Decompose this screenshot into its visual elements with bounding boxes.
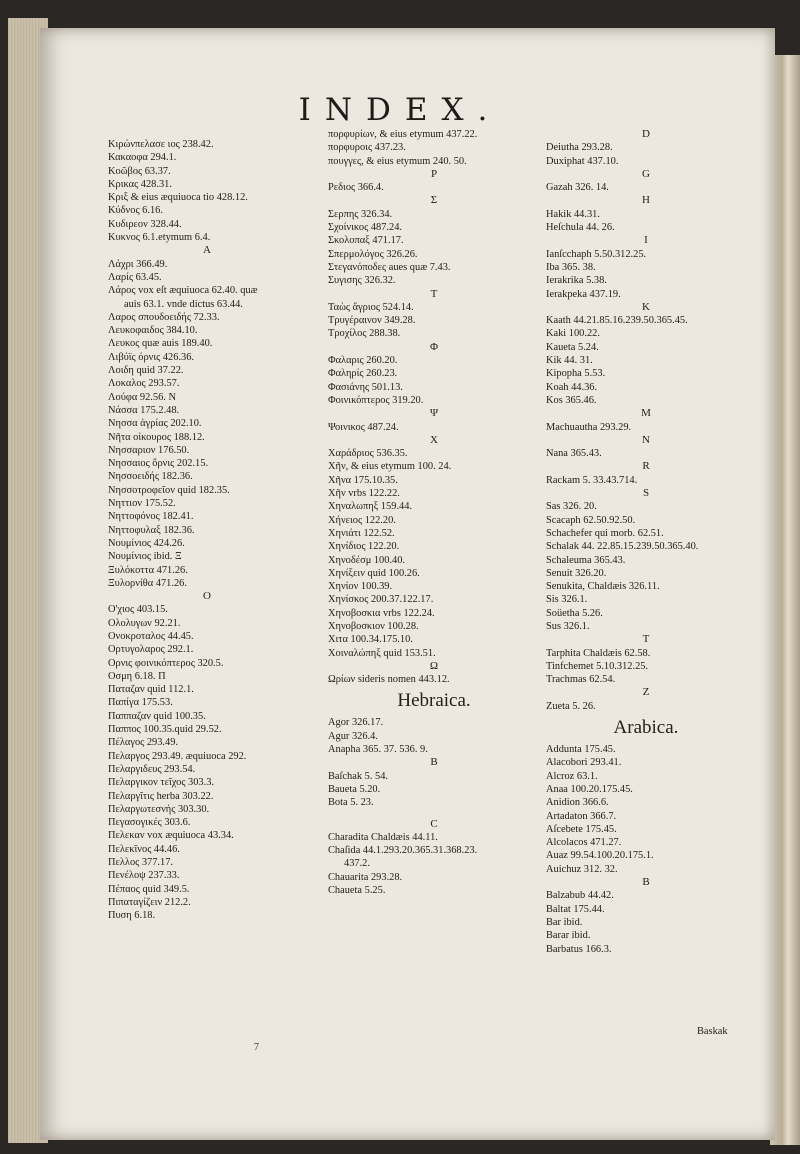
index-entry: Ianſcchaph 5.50.312.25. bbox=[546, 248, 647, 260]
index-entry: Kos 365.46. bbox=[546, 394, 597, 406]
index-entry: Φοινικόπτερος 319.20. bbox=[328, 394, 424, 406]
section-letter: B bbox=[642, 876, 650, 889]
index-entry: Συγισης 326.32. bbox=[328, 275, 396, 287]
index-entry: Παππος 100.35.quid 29.52. bbox=[108, 724, 222, 736]
index-entry: Heſchula 44. 26. bbox=[546, 222, 615, 234]
index-entry: Νησσοτροφεῖον quid 182.35. bbox=[108, 484, 230, 496]
index-entry: Κυδιρεον 328.44. bbox=[108, 218, 182, 230]
index-entry: Ierakrika 5.38. bbox=[546, 275, 607, 287]
index-entry: Χηνίξειν quid 100.26. bbox=[328, 567, 420, 579]
index-entry: Ολολυγων 92.21. bbox=[108, 617, 181, 629]
index-entry: Ψοινικος 487.24. bbox=[328, 421, 399, 433]
index-entry: Scacaph 62.50.92.50. bbox=[546, 514, 636, 526]
index-entry: Χηνοδέσμ 100.40. bbox=[328, 554, 406, 566]
index-entry: Alcolacos 471.27. bbox=[546, 837, 622, 849]
index-entry: Bota 5. 23. bbox=[328, 797, 374, 809]
index-entry: Νάσσα 175.2.48. bbox=[108, 404, 180, 416]
index-entry: Hakik 44.31. bbox=[546, 208, 600, 220]
index-entry: Kaki 100.22. bbox=[546, 328, 600, 340]
index-entry: Τροχίλος 288.38. bbox=[328, 328, 401, 340]
index-entry: Gazah 326. 14. bbox=[546, 182, 609, 194]
index-entry: Νουμίνιος 424.26. bbox=[108, 537, 185, 549]
index-entry: Παταζαν quid 112.1. bbox=[108, 684, 194, 696]
index-entry: Kipopha 5.53. bbox=[546, 368, 606, 380]
index-entry: Κακαοφα 294.1. bbox=[108, 152, 177, 164]
index-entry: Tinfchemet 5.10.312.25. bbox=[546, 660, 649, 672]
index-entry: Λοιδη quid 37.22. bbox=[108, 365, 184, 377]
section-heading: Hebraica. bbox=[397, 690, 471, 712]
index-entry: Charadita Chaldæis 44.11. bbox=[328, 831, 438, 843]
index-entry: Χηνοβοσκια vrbs 122.24. bbox=[328, 607, 435, 619]
index-entry: Χηνίσκος 200.37.122.17. bbox=[328, 594, 434, 606]
index-entry: Alcroz 63.1. bbox=[546, 770, 598, 782]
index-entry: Chaueta 5.25. bbox=[328, 885, 386, 897]
index-entry: Χήνειος 122.20. bbox=[328, 514, 396, 526]
section-letter: I bbox=[644, 234, 648, 247]
section-letter: T bbox=[430, 287, 438, 300]
index-entry: Νησσαιος ὄρνις 202.15. bbox=[108, 458, 209, 470]
index-entry: Balzabub 44.42. bbox=[546, 890, 614, 902]
index-entry: Iba 365. 38. bbox=[546, 261, 596, 273]
index-entry: Zueta 5. 26. bbox=[546, 700, 596, 712]
section-letter: Σ bbox=[430, 194, 438, 207]
index-entry: Χηνοβοσκιον 100.28. bbox=[328, 620, 419, 632]
index-entry: Σπερμολόγος 326.26. bbox=[328, 248, 418, 260]
index-entry: Ierakpeka 437.19. bbox=[546, 288, 621, 300]
index-entry: Sas 326. 20. bbox=[546, 501, 597, 513]
index-entry: Χηνίον 100.39. bbox=[328, 581, 393, 593]
index-entry: Λαρος σπουδοειδής 72.33. bbox=[108, 311, 220, 323]
index-entry: Machuautha 293.29. bbox=[546, 421, 632, 433]
index-entry: Barbatus 166.3. bbox=[546, 943, 612, 955]
index-entry: Koah 44.36. bbox=[546, 381, 598, 393]
index-entry: Soüetha 5.26. bbox=[546, 607, 603, 619]
section-letter: X bbox=[430, 433, 438, 446]
section-letter: C bbox=[430, 817, 438, 830]
index-entry: Νῆτα οἰκουρος 188.12. bbox=[108, 431, 205, 443]
index-entry: Σκολοπαξ 471.17. bbox=[328, 235, 404, 247]
index-entry: Πελαργῖτις herba 303.22. bbox=[108, 790, 214, 802]
index-entry: Nana 365.43. bbox=[546, 448, 602, 460]
index-entry: Sus 326.1. bbox=[546, 620, 590, 632]
index-entry: Νησσοειδής 182.36. bbox=[108, 471, 193, 483]
index-entry: Σχοίνικος 487.24. bbox=[328, 222, 403, 234]
section-letter: N bbox=[642, 433, 650, 446]
index-entry: Schachefer qui morb. 62.51. bbox=[546, 527, 664, 539]
section-heading: Arabica. bbox=[613, 717, 679, 739]
index-entry: Auichuz 312. 32. bbox=[546, 863, 618, 875]
section-letter: B bbox=[430, 756, 438, 769]
index-entry: Λοκαλος 293.57. bbox=[108, 378, 180, 390]
index-entry: Chauarita 293.28. bbox=[328, 871, 403, 883]
index-entry: Σερπης 326.34. bbox=[328, 208, 393, 220]
index-entry: Baueta 5.20. bbox=[328, 783, 381, 795]
index-entry: Aſcebete 175.45. bbox=[546, 823, 617, 835]
page-mark: 7 bbox=[254, 1042, 259, 1053]
index-entry: Οσμη 6.18. Π bbox=[108, 670, 166, 682]
section-letter: A bbox=[203, 244, 211, 257]
index-entry: Trachmas 62.54. bbox=[546, 674, 616, 686]
index-entry: Λευκος quæ auis 189.40. bbox=[108, 338, 213, 350]
index-entry: Λιβύϊς όρνις 426.36. bbox=[108, 351, 195, 363]
index-entry: Κυκνος 6.1.etymum 6.4. bbox=[108, 232, 211, 244]
index-entry: πορφυροις 437.23. bbox=[328, 142, 406, 154]
index-entry: Πιπαταγίζειν 212.2. bbox=[108, 896, 191, 908]
index-entry: Baſchak 5. 54. bbox=[328, 770, 389, 782]
section-letter: R bbox=[642, 460, 650, 473]
index-entry: Agor 326.17. bbox=[328, 717, 384, 729]
section-letter: M bbox=[641, 407, 651, 420]
index-entry: πουγγες, & eius etymum 240. 50. bbox=[328, 155, 467, 167]
index-entry: Τρυγέραινον 349.28. bbox=[328, 315, 416, 327]
index-entry: Sis 326.1. bbox=[546, 594, 588, 606]
section-letter: T bbox=[642, 633, 650, 646]
index-entry: Κοῶβος 63.37. bbox=[108, 165, 171, 177]
index-entry: Πέλαγος 293.49. bbox=[108, 737, 179, 749]
section-letter: P bbox=[430, 167, 438, 180]
section-letter: Ω bbox=[429, 659, 439, 672]
index-entry: Χῆν vrbs 122.22. bbox=[328, 488, 400, 500]
index-entry: Χοιναλώπηξ quid 153.51. bbox=[328, 647, 436, 659]
index-column-hebrew-arabic bbox=[546, 128, 746, 956]
index-entry: Kik 44. 31. bbox=[546, 355, 593, 367]
index-entry: Χηναλωπηξ 159.44. bbox=[328, 501, 413, 513]
index-entry: πορφυρίων, & eius etymum 437.22. bbox=[328, 129, 478, 140]
index-entry: Anidion 366.6. bbox=[546, 797, 609, 809]
index-entry: Πελαργιδευς 293.54. bbox=[108, 763, 196, 775]
index-entry: Νησσα ἀγρίας 202.10. bbox=[108, 418, 202, 430]
index-entry: Kaueta 5.24. bbox=[546, 341, 599, 353]
index-entry: Φασιάνης 501.13. bbox=[328, 381, 403, 393]
index-column-greek bbox=[108, 138, 306, 923]
index-entry: Πελλος 377.17. bbox=[108, 857, 174, 869]
index-entry: Λάχρι 366.49. bbox=[108, 258, 168, 270]
index-entry: Λαρίς 63.45. bbox=[108, 271, 162, 283]
index-entry: Πελεκῖνος 44.46. bbox=[108, 843, 180, 855]
index-entry: Tarphita Chaldæis 62.58. bbox=[546, 647, 651, 659]
index-entry: Senukita, Chaldæis 326.11. bbox=[546, 581, 660, 593]
index-entry: Λάρος vox eſt æquiuoca 62.40. quæ bbox=[108, 285, 258, 297]
section-letter: Z bbox=[642, 686, 650, 699]
index-entry: Πελαργος 293.49. æquiuoca 292. bbox=[108, 750, 247, 762]
index-entry: Auaz 99.54.100.20.175.1. bbox=[546, 850, 654, 862]
index-entry: Addunta 175.45. bbox=[546, 744, 616, 756]
index-entry: Φαλαρις 260.20. bbox=[328, 355, 398, 367]
section-letter: Ψ bbox=[429, 407, 439, 420]
index-entry: Λούφα 92.56. N bbox=[108, 391, 176, 403]
index-entry: Στεγανόποδες aues quæ 7.43. bbox=[328, 261, 451, 273]
section-letter: D bbox=[642, 128, 650, 140]
index-entry: Νηττιον 175.52. bbox=[108, 498, 176, 510]
index-entry: Barar ibid. bbox=[546, 930, 591, 942]
catchword: Baskak bbox=[697, 1026, 728, 1037]
index-entry: Ωρίων sideris nomen 443.12. bbox=[328, 674, 450, 686]
section-letter: S bbox=[642, 487, 650, 500]
index-entry: Deiutha 293.28. bbox=[546, 142, 613, 154]
index-entry: Ταὼς ἄγριος 524.14. bbox=[328, 301, 414, 313]
section-letter: O bbox=[203, 590, 211, 603]
index-entry: Πενέλοψ 237.33. bbox=[108, 870, 180, 882]
index-entry: Πυση 6.18. bbox=[108, 910, 156, 922]
index-entry: Ονοκροταλος 44.45. bbox=[108, 630, 194, 642]
index-entry: Alacobori 293.41. bbox=[546, 757, 622, 769]
spacer bbox=[328, 810, 540, 818]
index-entry: Πελαργωτεσνής 303.30. bbox=[108, 803, 210, 815]
index-entry: Anapha 365. 37. 536. 9. bbox=[328, 744, 428, 756]
index-entry: Ορτυγολαρος 292.1. bbox=[108, 644, 194, 656]
index-entry: Κρικας 428.31. bbox=[108, 178, 172, 190]
index-entry: Χῆνα 175.10.35. bbox=[328, 474, 398, 486]
index-entry: Χῆν, & eius etymum 100. 24. bbox=[328, 461, 452, 473]
index-entry: Νουμίνιος ibid. Ξ bbox=[108, 551, 182, 563]
section-letter: K bbox=[642, 300, 650, 313]
index-column-greek-hebrew bbox=[328, 128, 540, 897]
index-entry: Κριξ & eius æquiuoca tio 428.12. bbox=[108, 192, 248, 204]
index-entry: Νηττοφυλαξ 182.36. bbox=[108, 524, 195, 536]
index-entry: Πελεκαν vox æquiuoca 43.34. bbox=[108, 830, 234, 842]
index-entry: Νησσαριον 176.50. bbox=[108, 444, 190, 456]
index-entry: Kaath 44.21.85.16.239.50.365.45. bbox=[546, 315, 688, 327]
index-entry: Rackam 5. 33.43.714. bbox=[546, 474, 638, 486]
index-entry: Artadaton 366.7. bbox=[546, 810, 617, 822]
index-entry: Bar ibid. bbox=[546, 916, 583, 928]
section-letter: Φ bbox=[429, 340, 439, 353]
index-entry: Ο'χιος 403.15. bbox=[108, 604, 168, 616]
index-entry: Schaleuma 365.43. bbox=[546, 554, 626, 566]
index-entry: Baltat 175.44. bbox=[546, 903, 605, 915]
index-entry: Κιρώνπελασε ιος 238.42. bbox=[108, 139, 214, 150]
index-entry: Πεγασογικές 303.6. bbox=[108, 817, 191, 829]
index-title: INDEX. bbox=[298, 92, 502, 128]
section-letter: G bbox=[642, 167, 650, 180]
index-entry: Agur 326.4. bbox=[328, 730, 378, 742]
index-entry: Νηττοφόνος 182.41. bbox=[108, 511, 194, 523]
index-entry: Λευκοφαιδος 384.10. bbox=[108, 325, 198, 337]
index-entry: Χηνίδιος 122.20. bbox=[328, 541, 400, 553]
index-entry: 437.2. bbox=[344, 858, 370, 870]
index-entry: Ορνις φοινικόπτερος 320.5. bbox=[108, 657, 224, 669]
index-entry: Schalak 44. 22.85.15.239.50.365.40. bbox=[546, 541, 699, 553]
index-entry: Πέπαος quid 349.5. bbox=[108, 883, 190, 895]
index-entry: auis 63.1. vnde dictus 63.44. bbox=[124, 298, 243, 310]
index-entry: Ξυλορνίθα 471.26. bbox=[108, 577, 187, 589]
index-entry: Χιτα 100.34.175.10. bbox=[328, 634, 413, 646]
index-entry: Κύδνος 6.16. bbox=[108, 205, 163, 217]
section-letter: H bbox=[642, 194, 650, 207]
index-entry: Anaa 100.20.175.45. bbox=[546, 783, 633, 795]
index-entry: Φαληρίς 260.23. bbox=[328, 368, 398, 380]
index-entry: Duxiphat 437.10. bbox=[546, 155, 619, 167]
index-entry: Πελαργικον τεῖχος 303.3. bbox=[108, 777, 215, 789]
index-entry: Ρεδιος 366.4. bbox=[328, 182, 384, 194]
index-entry: Chaſida 44.1.293.20.365.31.368.23. bbox=[328, 845, 478, 857]
index-entry: Χηνιάτι 122.52. bbox=[328, 527, 395, 539]
index-entry: Παππαζαν quid 100.35. bbox=[108, 710, 206, 722]
index-entry: Χαράδριος 536.35. bbox=[328, 448, 408, 460]
index-entry: Παπίγα 175.53. bbox=[108, 697, 173, 709]
index-entry: Senuit 326.20. bbox=[546, 567, 607, 579]
index-entry: Ξυλόκοττα 471.26. bbox=[108, 564, 188, 576]
